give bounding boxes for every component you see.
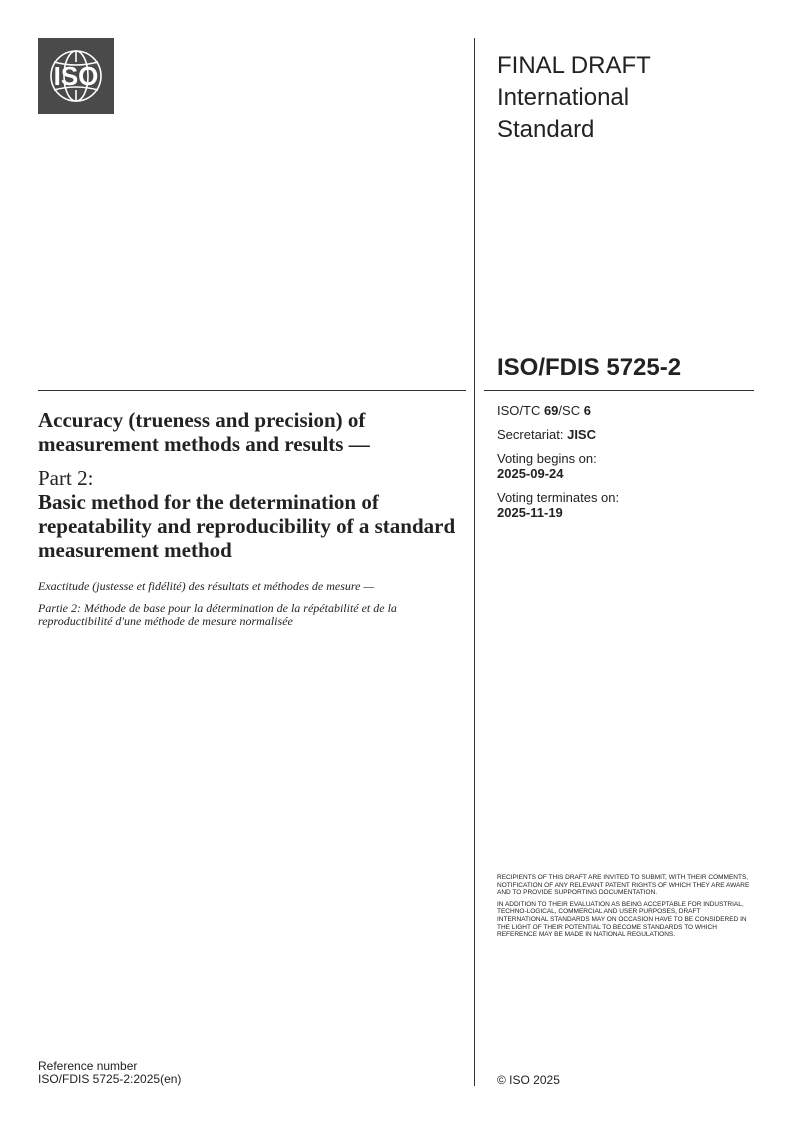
document-number: ISO/FDIS 5725-2 <box>497 354 682 381</box>
voting-begins-label: Voting begins on: <box>497 451 597 466</box>
french-main-title: Exactitude (justesse et fidélité) des résultats et méthodes de mesure — <box>38 579 375 593</box>
committee-prefix: ISO/TC <box>497 403 544 418</box>
main-title: Accuracy (trueness and precision) of measurement methods and results — <box>38 408 370 456</box>
voting-terminates-label: Voting terminates on: <box>497 490 620 505</box>
voting-terminates-row <box>497 490 757 520</box>
notice-paragraph-2: IN ADDITION TO THEIR EVALUATION AS BEING ACCEPTABLE FOR INDUSTRIAL, TECHNO-LOGICAL, COMMERCIAL AND USER PURPOSES, DRAFT INTERNATIONAL STANDARDS MAY ON OCCASION HAVE TO BE CONSIDERED IN THE LIGHT OF THEIR POTENTIAL TO BECOME STANDARDS TO WHICH REFERENCE MAY BE MADE IN NATIONAL REGULATIONS. <box>497 900 747 939</box>
stage-line-2: International <box>497 84 630 111</box>
document-title-block <box>38 408 458 637</box>
logo-text: ISO <box>53 61 99 91</box>
secretariat-label: Secretariat: <box>497 427 568 442</box>
voting-begins-row <box>497 451 757 481</box>
vertical-divider <box>474 38 475 1086</box>
voting-begins-date: 2025-09-24 <box>497 466 564 481</box>
part-title: Basic method for the determination of repeatability and reproducibility of a standard measurement method <box>38 490 456 562</box>
reference-label: Reference number <box>38 1059 138 1073</box>
copyright: © ISO 2025 <box>497 1073 560 1087</box>
reference-number <box>38 1060 181 1086</box>
iso-logo <box>38 38 114 114</box>
tc-number: 69 <box>543 403 559 418</box>
stage-line-3: Standard <box>497 116 595 143</box>
sc-number: 6 <box>583 403 591 418</box>
secretariat-value: JISC <box>567 427 596 442</box>
horizontal-divider-right <box>484 390 754 391</box>
horizontal-divider-left <box>38 390 466 391</box>
voting-terminates-date: 2025-11-19 <box>497 505 563 520</box>
draft-notice <box>497 874 752 943</box>
french-part-title: Partie 2: Méthode de base pour la détermination de la répétabilité et de la reproductibilité d'une méthode de mesure normalisée <box>38 600 397 628</box>
document-metadata <box>497 403 757 529</box>
document-stage-heading <box>497 50 757 146</box>
committee-row <box>497 403 757 418</box>
secretariat-row <box>497 427 757 442</box>
iso-globe-icon <box>38 38 114 114</box>
notice-paragraph-1: RECIPIENTS OF THIS DRAFT ARE INVITED TO SUBMIT, WITH THEIR COMMENTS, NOTIFICATION OF ANY RELEVANT PATENT RIGHTS OF WHICH THEY ARE AWARE AND TO PROVIDE SUPPORTING DOCUMENTATION. <box>497 874 750 897</box>
reference-value: ISO/FDIS 5725-2:2025(en) <box>38 1072 182 1086</box>
part-label: Part 2: <box>38 466 94 490</box>
stage-line-1: FINAL DRAFT <box>497 52 651 79</box>
committee-mid: /SC <box>558 403 584 418</box>
